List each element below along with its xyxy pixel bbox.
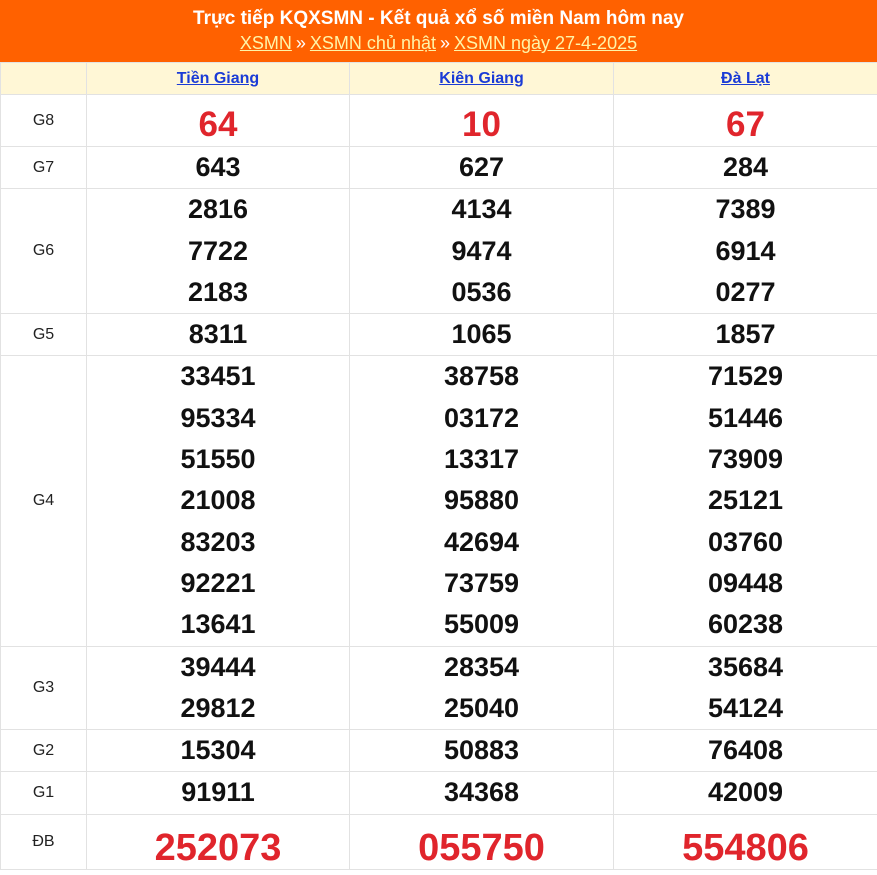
result-cell <box>87 147 350 189</box>
result-number: 7722 <box>87 231 349 272</box>
result-number: 055750 <box>350 821 613 862</box>
prize-row <box>1 646 877 730</box>
province-header <box>87 63 350 95</box>
result-number: 25121 <box>614 480 877 521</box>
result-cell <box>614 147 877 189</box>
page-title: Trực tiếp KQXSMN - Kết quả xổ số miền Nam hôm nay <box>193 7 684 31</box>
result-cell <box>87 356 350 646</box>
result-cell <box>614 95 877 147</box>
breadcrumb-link-xsmn-date[interactable]: XSMN ngày 27-4-2025 <box>454 33 637 53</box>
breadcrumb-separator: » <box>292 33 310 53</box>
province-header <box>350 63 614 95</box>
result-number: 51446 <box>614 398 877 439</box>
result-number: 83203 <box>87 522 349 563</box>
prize-label: G2 <box>1 730 87 772</box>
prize-label: G8 <box>1 95 87 147</box>
result-number: 0277 <box>614 272 877 313</box>
breadcrumb-separator: » <box>436 33 454 53</box>
result-cell <box>614 189 877 314</box>
result-number: 25040 <box>350 688 613 729</box>
result-cell <box>350 730 614 772</box>
result-number: 29812 <box>87 688 349 729</box>
prize-label: G4 <box>1 356 87 646</box>
result-number: 35684 <box>614 647 877 688</box>
result-cell <box>87 646 350 730</box>
result-number: 67 <box>614 100 877 141</box>
prize-label: G3 <box>1 646 87 730</box>
page-header <box>0 0 877 62</box>
result-number: 03172 <box>350 398 613 439</box>
result-number: 92221 <box>87 563 349 604</box>
result-number: 0536 <box>350 272 613 313</box>
prize-column-header <box>1 63 87 95</box>
prize-label: G6 <box>1 189 87 314</box>
province-link-tien-giang[interactable]: Tiền Giang <box>177 70 259 87</box>
result-number: 1857 <box>614 314 877 355</box>
result-number: 76408 <box>614 730 877 771</box>
result-number: 51550 <box>87 439 349 480</box>
result-cell <box>614 814 877 869</box>
result-number: 95334 <box>87 398 349 439</box>
province-header <box>614 63 877 95</box>
result-number: 38758 <box>350 356 613 397</box>
result-number: 91911 <box>87 772 349 813</box>
prize-label: G7 <box>1 147 87 189</box>
result-number: 55009 <box>350 604 613 645</box>
results-table <box>0 62 877 870</box>
result-number: 2816 <box>87 189 349 230</box>
result-number: 03760 <box>614 522 877 563</box>
result-cell <box>350 189 614 314</box>
result-number: 64 <box>87 100 349 141</box>
result-number: 554806 <box>614 821 877 862</box>
result-number: 643 <box>87 147 349 188</box>
result-cell <box>614 646 877 730</box>
province-link-kien-giang[interactable]: Kiên Giang <box>439 70 523 87</box>
province-link-da-lat[interactable]: Đà Lạt <box>721 70 770 87</box>
breadcrumb-link-xsmn[interactable]: XSMN <box>240 33 292 53</box>
result-number: 33451 <box>87 356 349 397</box>
result-number: 39444 <box>87 647 349 688</box>
result-cell <box>87 772 350 814</box>
result-number: 627 <box>350 147 613 188</box>
result-number: 8311 <box>87 314 349 355</box>
prize-row <box>1 189 877 314</box>
result-number: 284 <box>614 147 877 188</box>
breadcrumb-link-xsmn-chu-nhat[interactable]: XSMN chủ nhật <box>310 33 436 53</box>
result-cell <box>350 646 614 730</box>
result-cell <box>87 814 350 869</box>
result-cell <box>87 314 350 356</box>
result-number: 1065 <box>350 314 613 355</box>
result-number: 21008 <box>87 480 349 521</box>
result-cell <box>614 772 877 814</box>
prize-row <box>1 356 877 646</box>
result-cell <box>350 814 614 869</box>
prize-row <box>1 730 877 772</box>
province-header-row <box>1 63 877 95</box>
result-cell <box>87 95 350 147</box>
result-number: 252073 <box>87 821 349 862</box>
result-number: 7389 <box>614 189 877 230</box>
result-number: 13641 <box>87 604 349 645</box>
result-number: 50883 <box>350 730 613 771</box>
result-number: 6914 <box>614 231 877 272</box>
result-cell <box>350 314 614 356</box>
result-number: 28354 <box>350 647 613 688</box>
prize-row <box>1 314 877 356</box>
result-number: 54124 <box>614 688 877 729</box>
result-cell <box>350 772 614 814</box>
result-number: 95880 <box>350 480 613 521</box>
prize-label: ĐB <box>1 814 87 869</box>
result-number: 10 <box>350 100 613 141</box>
prize-label: G5 <box>1 314 87 356</box>
result-number: 9474 <box>350 231 613 272</box>
result-number: 73909 <box>614 439 877 480</box>
result-cell <box>350 356 614 646</box>
result-cell <box>614 314 877 356</box>
result-cell <box>350 95 614 147</box>
result-number: 71529 <box>614 356 877 397</box>
result-cell <box>87 189 350 314</box>
result-cell <box>614 730 877 772</box>
prize-row <box>1 814 877 869</box>
prize-row <box>1 95 877 147</box>
result-cell <box>614 356 877 646</box>
result-cell <box>350 147 614 189</box>
result-number: 4134 <box>350 189 613 230</box>
result-number: 73759 <box>350 563 613 604</box>
result-number: 42694 <box>350 522 613 563</box>
result-number: 15304 <box>87 730 349 771</box>
result-number: 42009 <box>614 772 877 813</box>
prize-row <box>1 772 877 814</box>
result-number: 34368 <box>350 772 613 813</box>
result-number: 13317 <box>350 439 613 480</box>
prize-row <box>1 147 877 189</box>
breadcrumb <box>240 31 637 55</box>
result-number: 09448 <box>614 563 877 604</box>
prize-label: G1 <box>1 772 87 814</box>
result-cell <box>87 730 350 772</box>
result-number: 2183 <box>87 272 349 313</box>
result-number: 60238 <box>614 604 877 645</box>
